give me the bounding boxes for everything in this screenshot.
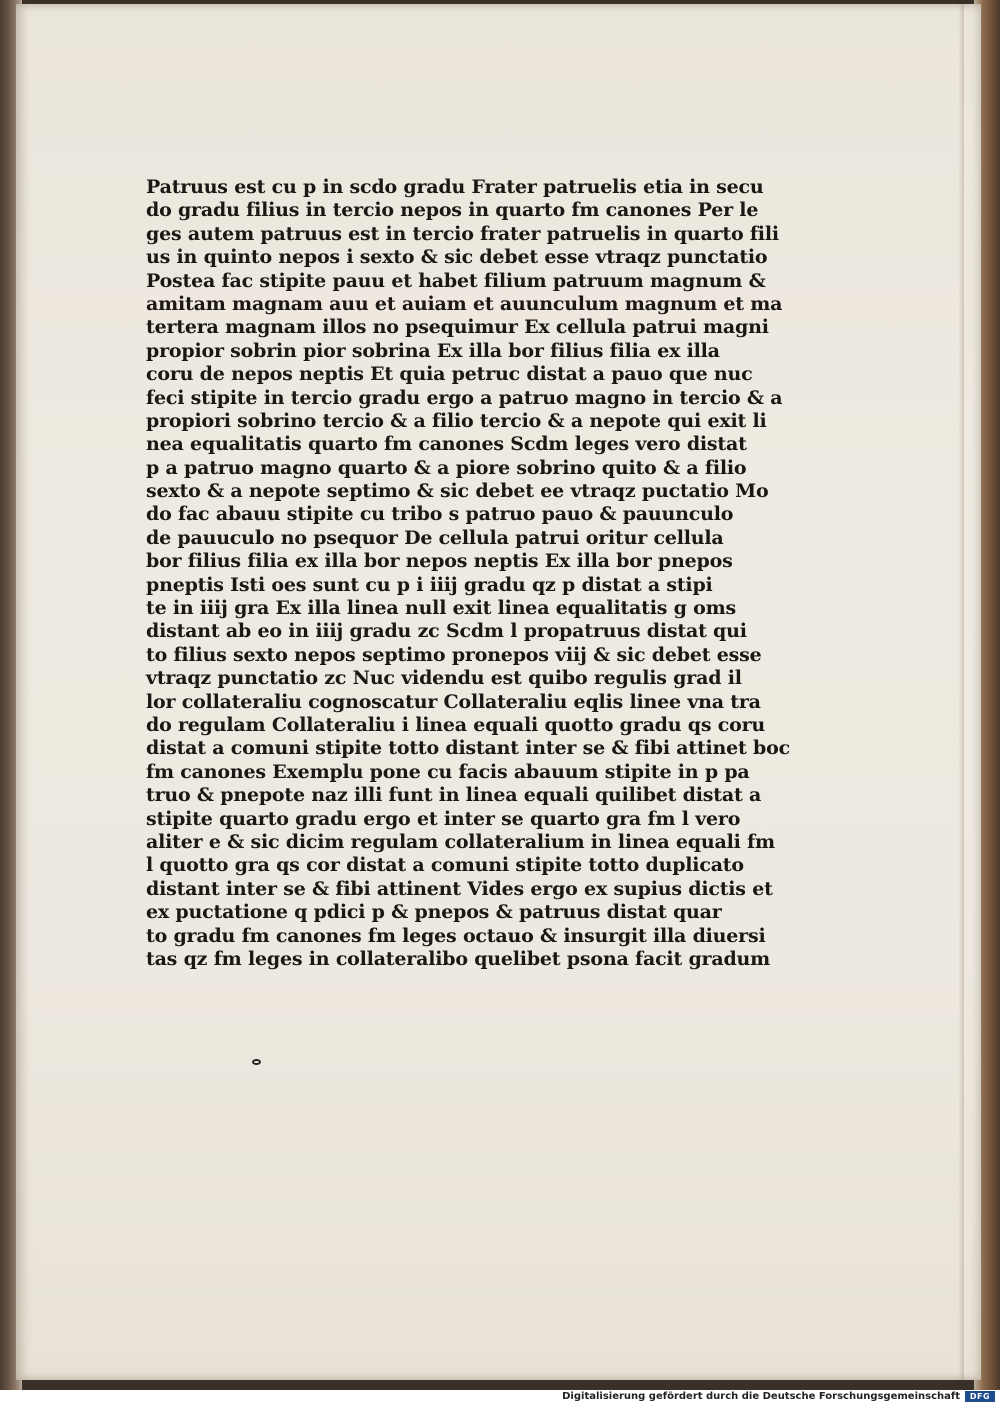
text-line: sexto & a nepote septimo & sic debet ee vtraqz puctatio Mo xyxy=(146,480,769,503)
text-line: to filius sexto nepos septimo pronepos viij & sic debet esse xyxy=(146,643,762,666)
text-line: ges autem patruus est in tercio frater patruelis in quarto fili xyxy=(146,222,779,245)
text-line: de pauuculo no psequor De cellula patrui oritur cellula xyxy=(146,526,724,549)
text-line: tas qz fm leges in collateralibo quelibet psona facit gradum xyxy=(146,947,771,970)
page-edge-shadow xyxy=(958,4,964,1380)
text-line: aliter e & sic dicim regulam collateralium in linea equali fm xyxy=(146,830,775,853)
text-line: l quotto gra qs cor distat a comuni stipite totto duplicato xyxy=(146,854,744,877)
text-line: lor collateraliu cognoscatur Collateraliu eqlis linee vna tra xyxy=(146,690,761,713)
text-line: truo & pnepote naz illi funt in linea equali quilibet distat a xyxy=(146,784,762,807)
text-line: te in iiij gra Ex illa linea null exit linea equalitatis g oms xyxy=(146,597,737,620)
dfg-logo-icon: DFG xyxy=(965,1391,995,1402)
text-line: bor filius filia ex illa bor nepos neptis Ex illa bor pnepos xyxy=(146,550,733,573)
text-line: fm canones Exemplu pone cu facis abauum stipite in p pa xyxy=(146,760,750,783)
text-line: amitam magnam auu et auiam et auunculum magnum et ma xyxy=(146,292,783,315)
text-line: coru de nepos neptis Et quia petruc distat a pauo que nuc xyxy=(146,363,753,386)
text-line: vtraqz punctatio zc Nuc videndu est quibo regulis grad il xyxy=(146,667,742,690)
text-line: do gradu filius in tercio nepos in quarto fm canones Per le xyxy=(146,199,759,222)
text-line: distant ab eo in iiij gradu zc Scdm l propatruus distat qui xyxy=(146,620,747,643)
text-line: propiori sobrino tercio & a filio tercio & a nepote qui exit li xyxy=(146,409,767,432)
text-line: us in quinto nepos i sexto & sic debet esse vtraqz punctatio xyxy=(146,246,768,269)
text-line: pneptis Isti oes sunt cu p i iiij gradu qz p distat a stipi xyxy=(146,573,713,596)
text-line: distant inter se & fibi attinent Vides ergo ex supius dictis et xyxy=(146,877,773,900)
footer-credit: Digitalisierung gefördert durch die Deutsche Forschungsgemeinschaft xyxy=(562,1391,960,1402)
text-line: tertera magnam illos no psequimur Ex cellula patrui magni xyxy=(146,316,769,339)
text-line: do fac abauu stipite cu tribo s patruo pauo & pauunculo xyxy=(146,503,734,526)
text-line: Patruus est cu p in scdo gradu Frater patruelis etia in secu xyxy=(146,176,764,198)
text-line: ex puctatione q pdici p & pnepos & patruus distat quar xyxy=(146,901,722,924)
text-line: nea equalitatis quarto fm canones Scdm leges vero distat xyxy=(146,433,747,456)
text-line: do regulam Collateraliu i linea equali quotto gradu qs coru xyxy=(146,713,766,736)
text-line: to gradu fm canones fm leges octauo & insurgit illa diuersi xyxy=(146,924,766,947)
text-line: p a patruo magno quarto & a piore sobrino quito & a filio xyxy=(146,456,747,479)
text-line: distat a comuni stipite totto distant inter se & fibi attinet boc xyxy=(146,737,790,760)
text-line: Postea fac stipite pauu et habet filium patruum magnum & xyxy=(146,269,766,292)
printed-text-block xyxy=(146,176,790,971)
ink-blot-mark xyxy=(252,1059,261,1065)
text-line: propior sobrin pior sobrina Ex illa bor filius filia ex illa xyxy=(146,339,720,362)
text-line: feci stipite in tercio gradu ergo a patruo magno in tercio & a xyxy=(146,386,783,409)
text-line: stipite quarto gradu ergo et inter se quarto gra fm l vero xyxy=(146,807,741,830)
